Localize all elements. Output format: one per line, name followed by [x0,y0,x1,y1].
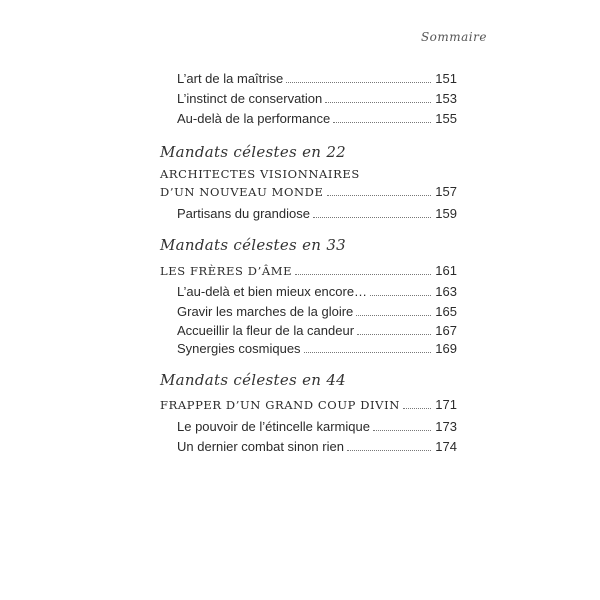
toc-entry[interactable] [177,70,457,87]
toc-entry[interactable] [177,340,457,357]
dot-leader [357,334,431,335]
dot-leader [295,274,431,275]
dot-leader [327,195,432,196]
dot-leader [356,315,431,316]
entry-label: L’instinct de conservation [177,91,323,106]
entry-page-number: 155 [435,111,457,126]
dot-leader [304,352,432,353]
entry-page-number: 173 [435,419,457,434]
dot-leader [373,430,431,431]
entry-label: L’au-delà et bien mieux encore… [177,284,368,299]
toc-entry[interactable] [177,322,457,339]
chapter-title-line2: D’UN NOUVEAU MONDE [160,185,324,199]
chapter-entry[interactable] [160,166,457,201]
dot-leader [286,82,431,83]
toc-entry[interactable] [177,303,457,320]
chapter-entry[interactable] [160,396,457,414]
toc-entry[interactable] [177,205,457,222]
dot-leader [370,295,431,296]
chapter-title: LES FRÈRES D’ÂME [160,264,293,278]
entry-label: Le pouvoir de l’étincelle karmique [177,419,370,434]
entry-label: Partisans du grandiose [177,206,310,221]
entry-page-number: 159 [435,206,457,221]
entry-label: Un dernier combat sinon rien [177,439,344,454]
dot-leader [347,450,431,451]
entry-page-number: 165 [435,304,457,319]
entry-page-number: 167 [435,323,457,338]
dot-leader [313,217,431,218]
entry-page-number: 151 [435,71,457,86]
entry-page-number: 163 [435,284,457,299]
entry-page-number: 153 [435,91,457,106]
chapter-page-number: 171 [435,397,457,412]
entry-page-number: 169 [435,341,457,356]
chapter-title: FRAPPER D’UN GRAND COUP DIVIN [160,398,400,412]
entry-page-number: 174 [435,439,457,454]
dot-leader [403,408,431,409]
section-title: Mandats célestes en 33 [160,236,347,254]
toc-entry[interactable] [177,283,457,300]
chapter-page-number: 161 [435,263,457,278]
toc-entry[interactable] [177,110,457,127]
entry-label: Accueillir la fleur de la candeur [177,323,355,338]
entry-label: Gravir les marches de la gloire [177,304,354,319]
chapter-entry[interactable] [160,262,457,280]
dot-leader [325,102,431,103]
section-title: Mandats célestes en 22 [160,143,347,161]
section-title: Mandats célestes en 44 [160,371,347,389]
toc-entry[interactable] [177,438,457,455]
chapter-title-line1: ARCHITECTES VISIONNAIRES [160,167,360,181]
toc-entry[interactable] [177,90,457,107]
running-head: Sommaire [420,30,487,44]
entry-label: Au-delà de la performance [177,111,331,126]
entry-label: Synergies cosmiques [177,341,301,356]
chapter-page-number: 157 [435,184,457,199]
dot-leader [333,122,431,123]
entry-label: L’art de la maîtrise [177,71,284,86]
toc-entry[interactable] [177,418,457,435]
